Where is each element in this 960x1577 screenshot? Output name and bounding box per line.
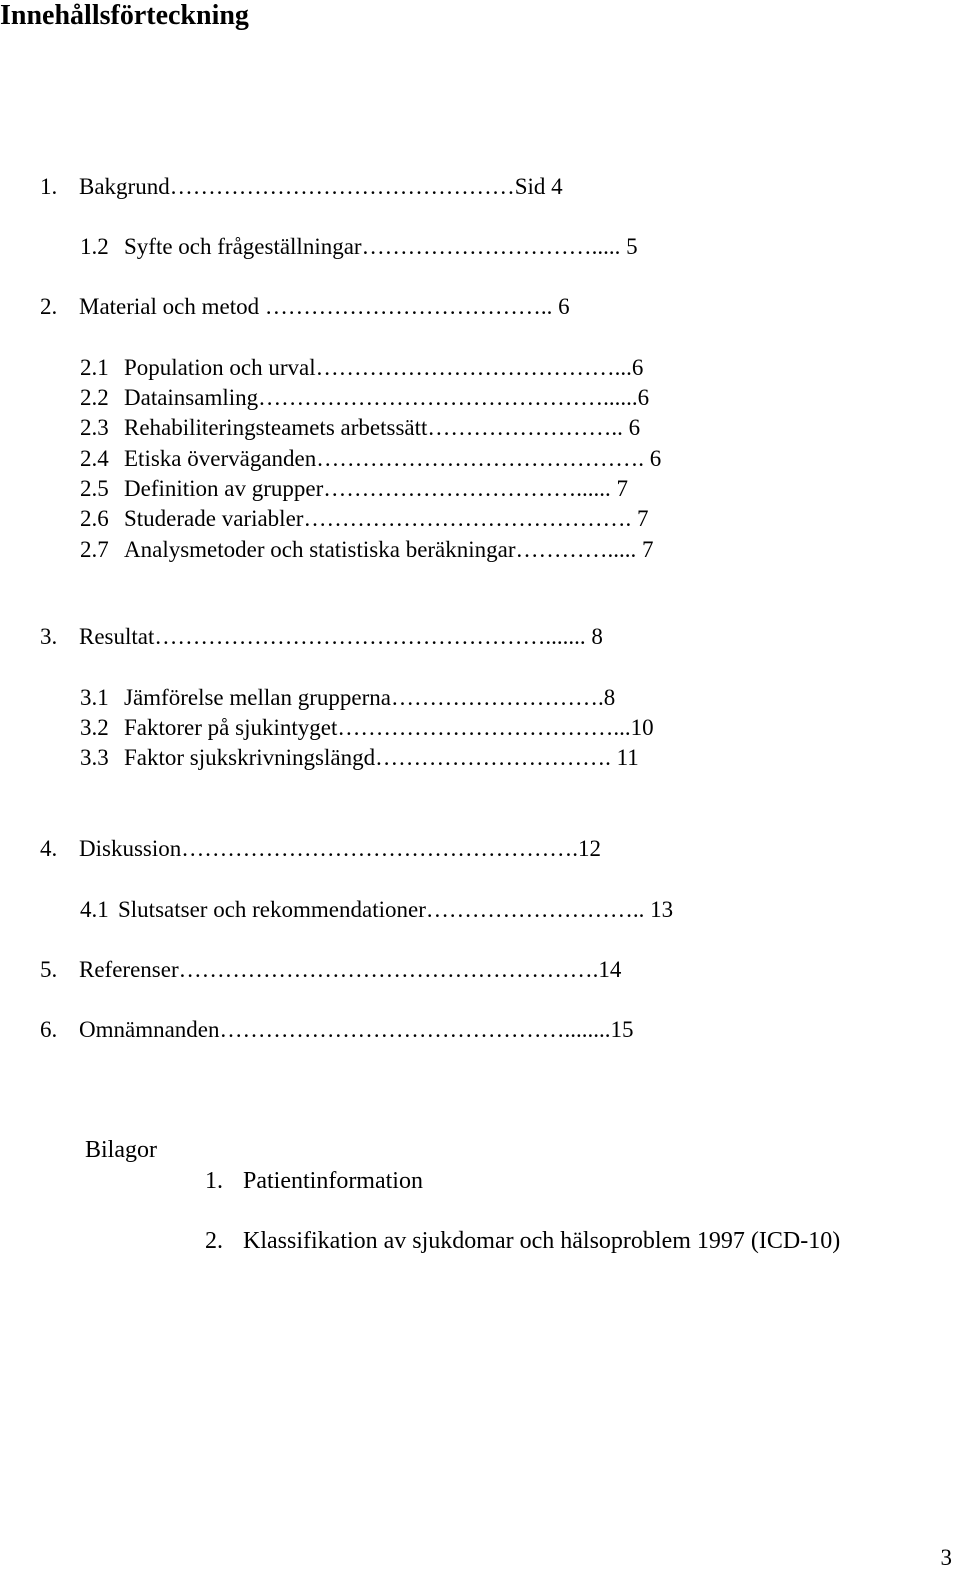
- toc-entry-number: 4.1: [80, 897, 109, 922]
- toc-entry-number: 2.7: [80, 537, 109, 562]
- toc-entry-number: 4.: [40, 836, 58, 861]
- toc-entry-number: 5.: [40, 957, 58, 982]
- toc-entry-2-1: [80, 353, 852, 383]
- appendix-heading: Bilagor: [85, 1137, 157, 1163]
- appendix-item: [205, 1166, 423, 1196]
- toc-entry-1-2: [80, 232, 852, 262]
- toc-entry-number: 3.3: [80, 745, 109, 770]
- toc-entry-text: Faktor sjukskrivningslängd…………………………. 11: [124, 745, 639, 770]
- toc-entry-6: [40, 1015, 865, 1045]
- toc-entry-text: Definition av grupper……………………………...... 7: [124, 476, 629, 501]
- appendix-item-text: Patientinformation: [243, 1168, 423, 1194]
- toc-entry-text: Datainsamling………………………………………......6: [124, 385, 650, 410]
- toc-entry-text: Slutsatser och rekommendationer……………………….. 13: [118, 897, 674, 922]
- toc-entry-text: Referenser……………………………………………….14: [79, 957, 622, 982]
- page-title: Innehållsförteckning: [0, 0, 249, 31]
- toc-entry-number: 2.4: [80, 446, 109, 471]
- toc-entry-2-4: [80, 444, 852, 474]
- toc-entry-number: 6.: [40, 1017, 58, 1042]
- toc-entry-3: [40, 622, 860, 652]
- toc-entry-number: 2.6: [80, 506, 109, 531]
- toc-entry-number: 3.2: [80, 715, 109, 740]
- toc-entry-number: 3.: [40, 624, 58, 649]
- toc-entry-text: Omnämnanden………………………………………........15: [79, 1017, 634, 1042]
- toc-entry-2-2: [80, 383, 852, 413]
- appendix-item-text: Klassifikation av sjukdomar och hälsoproblem 1997 (ICD-10): [243, 1228, 841, 1254]
- toc-entry-2-6: [80, 504, 852, 534]
- toc-entry-number: 3.1: [80, 685, 109, 710]
- toc-entry-text: Population och urval…………………………………...6: [124, 355, 644, 380]
- toc-entry-2-5: [80, 474, 852, 504]
- toc-entry-number: 2.1: [80, 355, 109, 380]
- toc-entry-number: 2.: [40, 294, 58, 319]
- toc-entry-number: 2.3: [80, 415, 109, 440]
- toc-entry-number: 1.2: [80, 234, 109, 259]
- toc-entry-text: Material och metod ……………………………….. 6: [79, 294, 570, 319]
- toc-entry-3-2: [80, 713, 865, 743]
- toc-entry-text: Jämförelse mellan grupperna……………………….8: [124, 685, 616, 710]
- toc-entry-text: Analysmetoder och statistiska beräkningar…………..... 7: [124, 537, 654, 562]
- toc-entry-2-3: [80, 413, 852, 443]
- toc-entry-2: [40, 292, 852, 322]
- toc-entry-4-1: [80, 895, 865, 925]
- toc-entry-text: Bakgrund………………………………………Sid 4: [79, 174, 563, 199]
- toc-entry-3-3: [80, 743, 865, 773]
- toc-entry-4: [40, 834, 865, 864]
- toc-entry-text: Rehabiliteringsteamets arbetssätt…………………….. 6: [124, 415, 641, 440]
- toc-entry-number: 2.2: [80, 385, 109, 410]
- toc-entry-number: 1.: [40, 174, 58, 199]
- toc-entry-1: [40, 172, 852, 202]
- toc-entry-text: Studerade variabler……………………………………. 7: [124, 506, 649, 531]
- toc-entry-text: Diskussion…………………………………………….12: [79, 836, 601, 861]
- toc-entry-5: [40, 955, 865, 985]
- toc-entry-number: 2.5: [80, 476, 109, 501]
- toc-entry-text: Syfte och frågeställningar…………………………..... 5: [124, 234, 638, 259]
- appendix-item-number: 1.: [205, 1168, 223, 1194]
- toc-entry-text: Etiska överväganden……………………………………. 6: [124, 446, 662, 471]
- toc-entry-text: Resultat……………………………………………....... 8: [79, 624, 603, 649]
- toc-entry-2-7: [80, 535, 852, 565]
- appendix-item-number: 2.: [205, 1228, 223, 1254]
- toc-entry-text: Faktorer på sjukintyget………………………………...10: [124, 715, 654, 740]
- appendix-item: [205, 1226, 840, 1256]
- page-number: 3: [940, 1545, 952, 1570]
- toc-entry-3-1: [80, 683, 860, 713]
